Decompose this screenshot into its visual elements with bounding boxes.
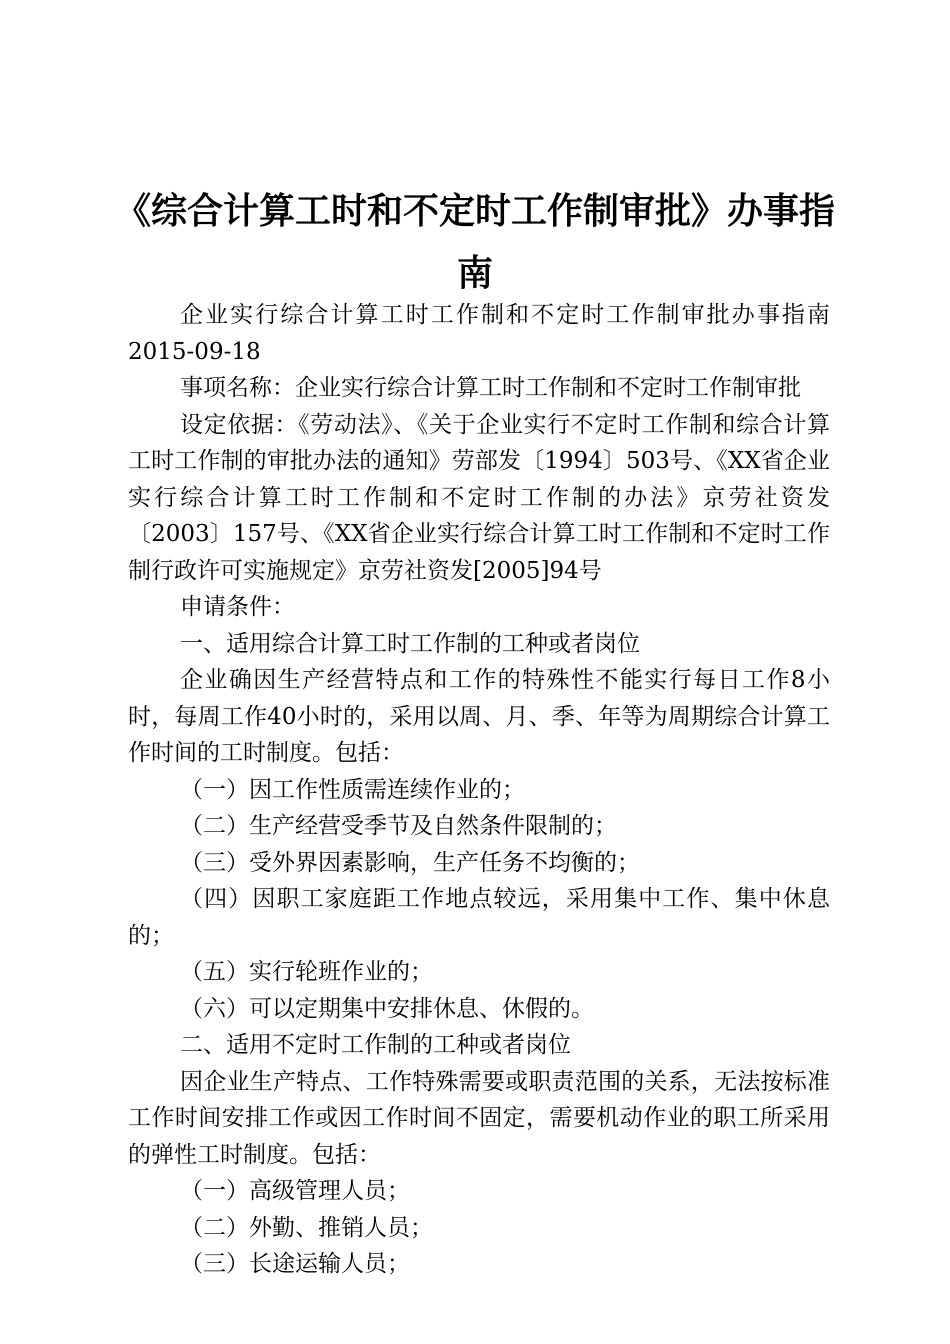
list-item: （二）外勤、推销人员； — [180, 1214, 433, 1241]
document-title: 《综合计算工时和不定时工作制审批》办事指南 — [114, 190, 835, 294]
list-item: （一）高级管理人员； — [180, 1178, 410, 1204]
paragraph-conditions-heading: 申请条件： — [180, 594, 295, 620]
paragraph-legal-basis: 设定依据：《劳动法》、《关于企业实行不定时工作制和综合计算工时工作制的审批办法的通知》劳部发〔1994〕503号、《XX省企业实行综合计算工时工作制和不定时工作制的办法》京劳社资发〔2003〕157号、《XX省企业实行综合计算工时工作制和不定时工作制行政许可实施规定》京劳社资发[2005]94号 — [128, 411, 830, 584]
paragraph-section-two-heading: 二、适用不定时工作制的工种或者岗位 — [180, 1032, 571, 1058]
list-item: （二）生产经营受季节及自然条件限制的； — [180, 813, 617, 839]
document-body — [128, 297, 830, 1283]
list-item: （三）长途运输人员； — [180, 1251, 410, 1277]
list-item: （六）可以定期集中安排休息、休假的。 — [180, 995, 594, 1022]
paragraph-section-one-body: 企业确因生产经营特点和工作的特殊性不能实行每日工作8小时，每周工作40小时的，采用以周、月、季、年等为周期综合计算工作时间的工时制度。包括： — [128, 667, 830, 766]
paragraph-item-name: 事项名称：企业实行综合计算工时工作制和不定时工作制审批 — [180, 375, 801, 401]
list-item: （五）实行轮班作业的； — [180, 959, 433, 985]
paragraph-section-one-heading: 一、适用综合计算工时工作制的工种或者岗位 — [180, 630, 640, 657]
list-item: （三）受外界因素影响，生产任务不均衡的； — [180, 849, 640, 876]
list-item: （一）因工作性质需连续作业的； — [180, 776, 525, 803]
paragraph-intro: 企业实行综合计算工时工作制和不定时工作制审批办事指南 2015-09-18 — [128, 302, 830, 365]
list-item: （四）因职工家庭距工作地点较远，采用集中工作、集中休息的； — [128, 886, 830, 949]
paragraph-section-two-body: 因企业生产特点、工作特殊需要或职责范围的关系，无法按标准工作时间安排工作或因工作时间不固定，需要机动作业的职工所采用的弹性工时制度。包括： — [128, 1068, 830, 1168]
